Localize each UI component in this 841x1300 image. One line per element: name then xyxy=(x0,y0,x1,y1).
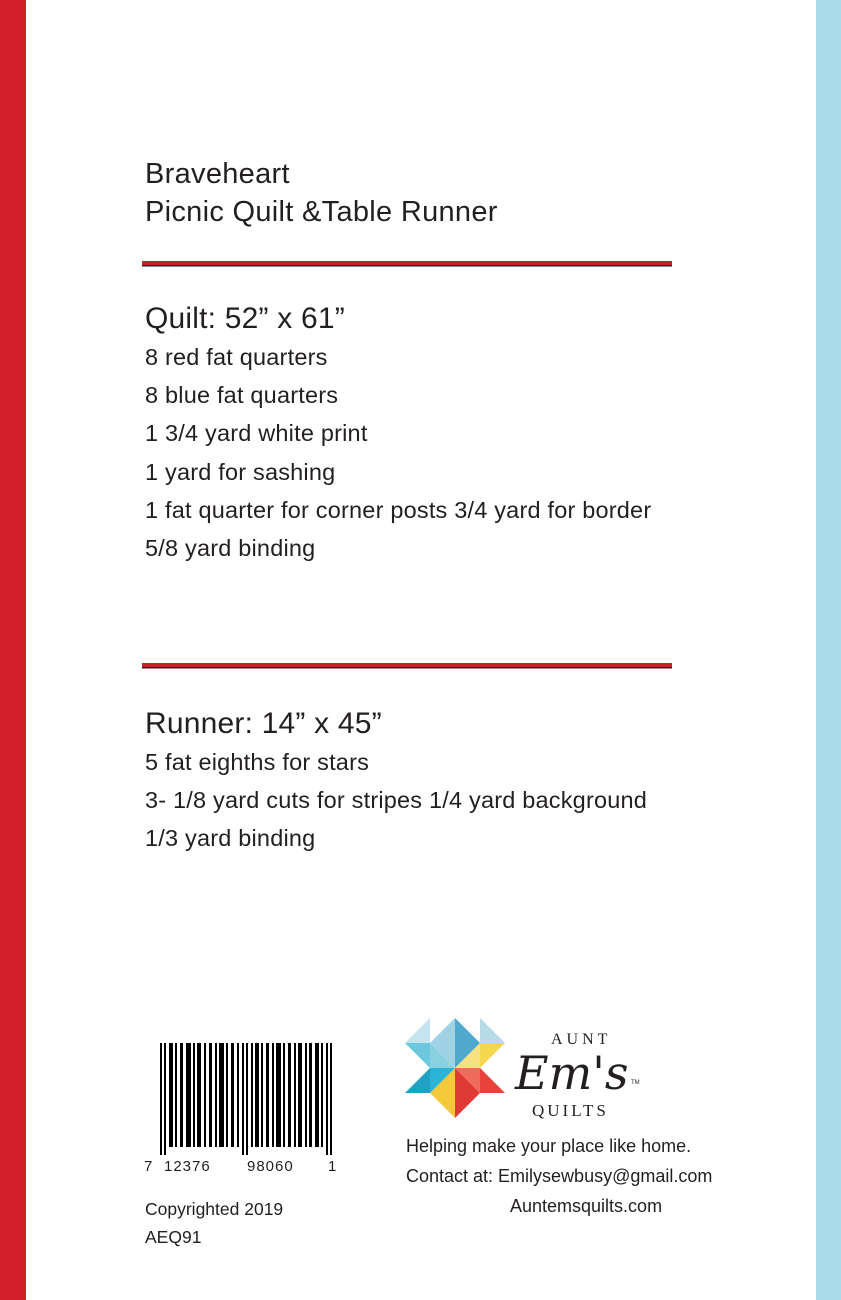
title-line-2: Picnic Quilt &Table Runner xyxy=(145,196,498,228)
list-item: 1/3 yard binding xyxy=(145,825,316,852)
title-line-1: Braveheart xyxy=(145,158,290,190)
list-item: 1 yard for sashing xyxy=(145,458,336,485)
tagline: Helping make your place like home. xyxy=(406,1136,692,1156)
aunt-ems-quilts-logo xyxy=(505,1014,645,1124)
footer-info xyxy=(406,1131,712,1221)
list-item: 8 blue fat quarters xyxy=(145,382,339,409)
quilt-section xyxy=(145,298,705,567)
star-quilt-block-icon xyxy=(405,1018,505,1118)
barcode-digits-group-1: 12376 xyxy=(164,1158,211,1175)
list-item: 1 fat quarter for corner posts 3/4 yard for border xyxy=(145,496,652,523)
svg-text:TM: TM xyxy=(631,1080,640,1086)
quilt-materials-list xyxy=(145,338,705,567)
barcode-digits-group-2: 98060 xyxy=(247,1158,294,1175)
right-blue-stripe xyxy=(816,0,841,1300)
copyright-text: Copyrighted 2019 xyxy=(145,1199,284,1219)
list-item: 1 3/4 yard white print xyxy=(145,420,368,447)
svg-text:AUNT: AUNT xyxy=(551,1031,612,1048)
barcode-digit-last: 1 xyxy=(328,1158,338,1175)
svg-text:Em's: Em's xyxy=(515,1046,629,1100)
list-item: 5/8 yard binding xyxy=(145,535,316,562)
contact-email[interactable]: Contact at: Emilysewbusy@gmail.com xyxy=(406,1166,713,1186)
runner-section xyxy=(145,703,705,858)
list-item: 3- 1/8 yard cuts for stripes 1/4 yard background xyxy=(145,787,648,814)
list-item: 5 fat eighths for stars xyxy=(145,749,370,775)
left-red-stripe xyxy=(0,0,26,1300)
website-link[interactable]: Auntemsquilts.com xyxy=(510,1196,663,1216)
runner-heading: Runner: 14” x 45” xyxy=(145,707,382,740)
pattern-title xyxy=(145,155,498,231)
runner-materials-list xyxy=(145,743,705,858)
barcode-digit-first: 7 xyxy=(144,1158,154,1175)
svg-text:QUILTS: QUILTS xyxy=(532,1101,609,1120)
list-item: 8 red fat quarters xyxy=(145,344,328,370)
divider-middle xyxy=(142,663,672,667)
product-code: AEQ91 xyxy=(145,1227,202,1247)
divider-top xyxy=(142,261,672,265)
quilt-heading: Quilt: 52” x 61” xyxy=(145,302,345,335)
barcode xyxy=(160,1043,332,1155)
copyright-block xyxy=(145,1195,283,1251)
